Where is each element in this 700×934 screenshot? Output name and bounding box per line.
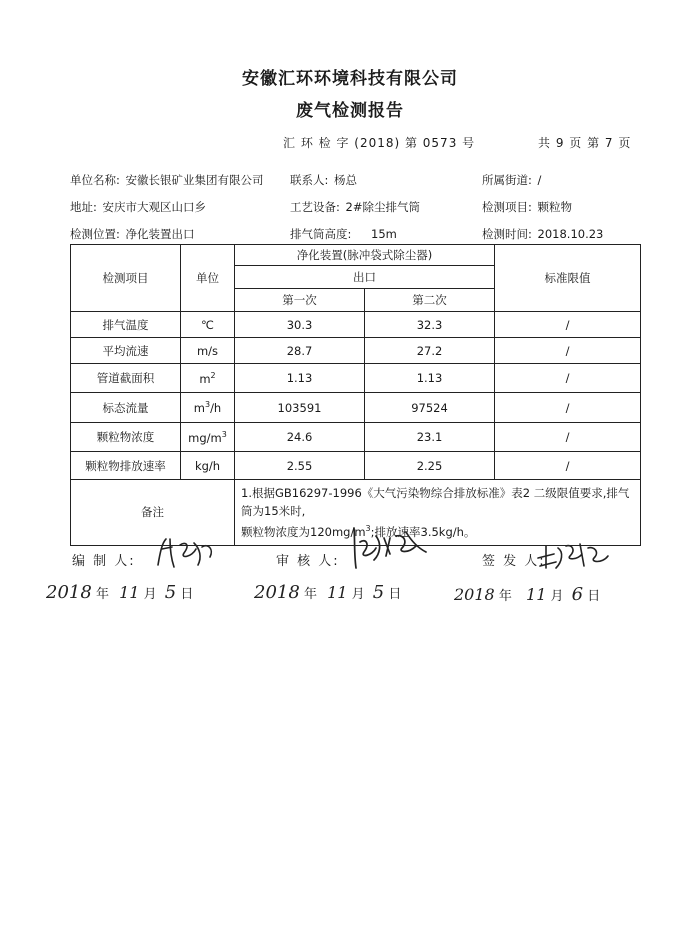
editor-date-year-char: 年 [95, 587, 109, 602]
table-row [71, 423, 641, 452]
issuer-date-year-char: 年 [498, 589, 512, 604]
table-row [71, 393, 641, 423]
row-second: 97524 [365, 393, 495, 423]
street-value: / [537, 173, 542, 187]
height-value: 15m [371, 227, 397, 241]
street-label: 所属街道: [482, 173, 532, 187]
editor-date-month: 11 [119, 583, 140, 602]
issuer-date [454, 584, 600, 605]
issuer-date-month-char: 月 [550, 589, 564, 604]
table-row [71, 312, 641, 338]
row-unit [181, 393, 235, 423]
row-second: 32.3 [365, 312, 495, 338]
row-first: 1.13 [235, 364, 365, 393]
row-item: 排气温度 [71, 312, 181, 338]
page-count: 共 9 页 第 7 页 [538, 136, 632, 150]
row-limit: / [495, 423, 641, 452]
contact-label: 联系人: [290, 173, 329, 187]
row-item: 管道截面积 [71, 364, 181, 393]
unit-value: 安徽长银矿业集团有限公司 [125, 173, 264, 187]
address-info [70, 199, 206, 215]
location-value: 净化装置出口 [125, 227, 195, 241]
reviewer-date-day-char: 日 [388, 587, 402, 602]
unit-label: 单位名称: [70, 173, 120, 187]
contact-value: 杨总 [334, 173, 358, 187]
reviewer-date [254, 582, 401, 603]
reviewer-date-month-char: 月 [351, 587, 365, 602]
editor-date-month-char: 月 [143, 587, 157, 602]
location-label: 检测位置: [70, 227, 120, 241]
row-unit: kg/h [181, 452, 235, 480]
unit-info [70, 172, 264, 188]
note-line-1: 1.根据GB16297-1996《大气污染物综合排放标准》表2 二级限值要求,排气筒为15米时, [241, 486, 630, 518]
row-item: 颗粒物排放速率 [71, 452, 181, 480]
header-row-1 [71, 245, 641, 266]
row-limit: / [495, 393, 641, 423]
contact-info [290, 172, 357, 188]
time-value: 2018.10.23 [537, 227, 604, 241]
editor-label: 编 制 人: [72, 554, 136, 569]
unit-base: mg/m [188, 430, 222, 445]
row-first: 30.3 [235, 312, 365, 338]
report-title: 废气检测报告 [296, 101, 404, 121]
note-text [235, 480, 641, 546]
time-info [482, 226, 603, 242]
row-limit: / [495, 312, 641, 338]
equipment-value: 2#除尘排气筒 [345, 200, 420, 214]
header-limit: 标准限值 [495, 245, 641, 312]
height-label: 排气筒高度: [290, 227, 352, 241]
editor-date-day-char: 日 [180, 587, 194, 602]
item-value: 颗粒物 [537, 200, 573, 214]
header-first: 第一次 [235, 289, 365, 312]
issuer-date-year: 2018 [454, 585, 495, 604]
location-info [70, 226, 195, 242]
item-label: 检测项目: [482, 200, 532, 214]
row-limit: / [495, 338, 641, 364]
issuer-label: 签 发 人: [482, 554, 546, 569]
unit-sup: 3 [221, 429, 227, 439]
row-second: 27.2 [365, 338, 495, 364]
row-first: 2.55 [235, 452, 365, 480]
unit-base: m [193, 400, 205, 415]
row-unit [181, 423, 235, 452]
results-table [70, 244, 641, 546]
issuer-date-day-char: 日 [587, 589, 601, 604]
reviewer-label: 审 核 人: [276, 554, 340, 569]
equipment-info [290, 199, 420, 215]
note-label: 备注 [71, 480, 235, 546]
header-item: 检测项目 [71, 245, 181, 312]
table-row [71, 452, 641, 480]
note-line-2b: ;排放速率3.5kg/h。 [370, 524, 476, 539]
note-line-2-sup: 3 [365, 524, 371, 533]
unit-sup: 2 [210, 370, 216, 380]
reviewer-date-day: 5 [372, 582, 385, 603]
reviewer-date-year-char: 年 [303, 587, 317, 602]
time-label: 检测时间: [482, 227, 532, 241]
editor-date-year: 2018 [46, 582, 92, 603]
row-unit [181, 364, 235, 393]
issuer-date-day: 6 [571, 584, 584, 605]
row-item: 平均流速 [71, 338, 181, 364]
header-device: 净化装置(脉冲袋式除尘器) [235, 245, 495, 266]
row-second: 1.13 [365, 364, 495, 393]
document-number: 汇 环 检 字 (2018) 第 0573 号 [283, 136, 476, 150]
row-second: 23.1 [365, 423, 495, 452]
equipment-label: 工艺设备: [290, 200, 340, 214]
header-outlet: 出口 [235, 266, 495, 289]
editor-date-day: 5 [164, 582, 177, 603]
header-second: 第二次 [365, 289, 495, 312]
unit-tail: /h [210, 400, 222, 415]
row-limit: / [495, 452, 641, 480]
table-row [71, 364, 641, 393]
row-item: 标态流量 [71, 393, 181, 423]
address-label: 地址: [70, 200, 97, 214]
company-name: 安徽汇环环境科技有限公司 [242, 69, 458, 89]
row-second: 2.25 [365, 452, 495, 480]
row-unit: ℃ [181, 312, 235, 338]
reviewer-signature-icon [346, 524, 436, 572]
row-item: 颗粒物浓度 [71, 423, 181, 452]
row-limit: / [495, 364, 641, 393]
issuer-signature-icon [532, 538, 616, 574]
editor-date [46, 582, 193, 603]
header-unit: 单位 [181, 245, 235, 312]
issuer-date-month: 11 [526, 585, 547, 604]
reviewer-date-month: 11 [327, 583, 348, 602]
editor-signature-icon [152, 535, 222, 571]
unit-sup: 3 [204, 400, 211, 410]
row-first: 103591 [235, 393, 365, 423]
street-info [482, 172, 541, 188]
reviewer-date-year: 2018 [254, 582, 300, 603]
item-info [482, 199, 572, 215]
table-row [71, 338, 641, 364]
note-line-2a: 颗粒物浓度为120mg/m [241, 524, 366, 539]
row-first: 28.7 [235, 338, 365, 364]
height-info [290, 226, 397, 242]
address-value: 安庆市大观区山口乡 [102, 200, 207, 214]
row-first: 24.6 [235, 423, 365, 452]
row-unit: m/s [181, 338, 235, 364]
unit-base: m [199, 371, 211, 386]
